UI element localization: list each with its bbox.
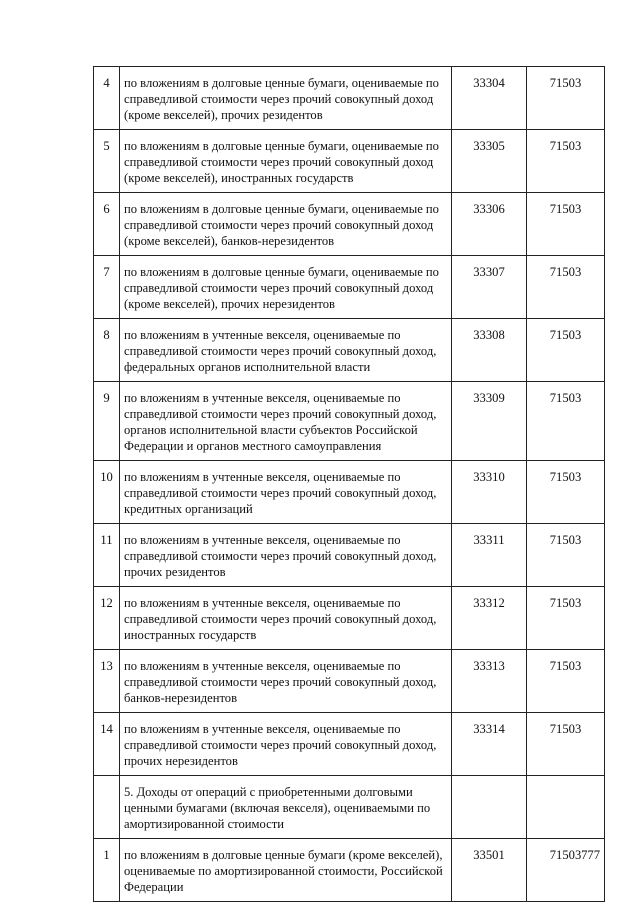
table-row (94, 67, 605, 130)
row-number: 4 (94, 67, 120, 130)
table-row (94, 650, 605, 713)
table-row (94, 382, 605, 461)
row-description: по вложениям в учтенные векселя, оцениваемые по справедливой стоимости через прочий совокупный доход, банков-нерезидентов (120, 650, 452, 713)
row-number: 7 (94, 256, 120, 319)
row-description: по вложениям в учтенные векселя, оцениваемые по справедливой стоимости через прочий совокупный доход, федеральных органов исполнительной власти (120, 319, 452, 382)
table-row (94, 193, 605, 256)
row-number: 10 (94, 461, 120, 524)
table-row (94, 524, 605, 587)
account-code-target: 71503 (527, 193, 605, 256)
section-title: 5. Доходы от операций с приобретенными долговыми ценными бумагами (включая векселя), оцениваемыми по амортизированной стоимости (120, 776, 452, 839)
row-number: 1 (94, 839, 120, 902)
account-code-target: 71503 (527, 319, 605, 382)
table-row (94, 130, 605, 193)
account-code: 33304 (452, 67, 527, 130)
account-code: 33308 (452, 319, 527, 382)
account-code-target: 71503 (527, 839, 605, 902)
account-code-target: 71503 (527, 256, 605, 319)
row-number: 5 (94, 130, 120, 193)
row-description: по вложениям в долговые ценные бумаги, оцениваемые по справедливой стоимости через прочий совокупный доход (кроме векселей), прочих резидентов (120, 67, 452, 130)
account-code-target: 71503 (527, 650, 605, 713)
accounts-table (93, 66, 605, 902)
account-code: 33310 (452, 461, 527, 524)
row-number: 14 (94, 713, 120, 776)
account-code: 33307 (452, 256, 527, 319)
table-row (94, 319, 605, 382)
row-number: 8 (94, 319, 120, 382)
section-number-cell (94, 776, 120, 839)
page-number: 777 (581, 848, 600, 862)
row-number: 12 (94, 587, 120, 650)
row-description: по вложениям в учтенные векселя, оцениваемые по справедливой стоимости через прочий совокупный доход, кредитных организаций (120, 461, 452, 524)
row-description: по вложениям в учтенные векселя, оцениваемые по справедливой стоимости через прочий совокупный доход, прочих нерезидентов (120, 713, 452, 776)
row-description: по вложениям в долговые ценные бумаги, оцениваемые по справедливой стоимости через прочий совокупный доход (кроме векселей), банков-нерезидентов (120, 193, 452, 256)
table-row (94, 461, 605, 524)
account-code-target: 71503 (527, 524, 605, 587)
account-code: 33314 (452, 713, 527, 776)
row-description: по вложениям в учтенные векселя, оцениваемые по справедливой стоимости через прочий совокупный доход, органов исполнительной власти субъектов Российской Федерации и органов местного самоуправления (120, 382, 452, 461)
account-code: 33313 (452, 650, 527, 713)
account-code: 33501 (452, 839, 527, 902)
account-code-target: 71503 (527, 382, 605, 461)
account-code: 33311 (452, 524, 527, 587)
row-number: 11 (94, 524, 120, 587)
row-number: 9 (94, 382, 120, 461)
account-code-target: 71503 (527, 713, 605, 776)
row-description: по вложениям в учтенные векселя, оцениваемые по справедливой стоимости через прочий совокупный доход, прочих резидентов (120, 524, 452, 587)
account-code: 33309 (452, 382, 527, 461)
section-empty-cell (527, 776, 605, 839)
table-row (94, 256, 605, 319)
table-row (94, 713, 605, 776)
account-code-target: 71503 (527, 130, 605, 193)
table-row (94, 839, 605, 902)
section-empty-cell (452, 776, 527, 839)
account-code-target: 71503 (527, 587, 605, 650)
account-code: 33305 (452, 130, 527, 193)
table-row (94, 587, 605, 650)
row-description: по вложениям в учтенные векселя, оцениваемые по справедливой стоимости через прочий совокупный доход, иностранных государств (120, 587, 452, 650)
row-number: 6 (94, 193, 120, 256)
account-code-target: 71503 (527, 67, 605, 130)
row-description: по вложениям в долговые ценные бумаги, оцениваемые по справедливой стоимости через прочий совокупный доход (кроме векселей), прочих нерезидентов (120, 256, 452, 319)
row-number: 13 (94, 650, 120, 713)
row-description: по вложениям в долговые ценные бумаги (кроме векселей), оцениваемые по амортизированной стоимости, Российской Федерации (120, 839, 452, 902)
account-code: 33312 (452, 587, 527, 650)
row-description: по вложениям в долговые ценные бумаги, оцениваемые по справедливой стоимости через прочий совокупный доход (кроме векселей), иностранных государств (120, 130, 452, 193)
account-code: 33306 (452, 193, 527, 256)
account-code-target: 71503 (527, 461, 605, 524)
section-header-row (94, 776, 605, 839)
